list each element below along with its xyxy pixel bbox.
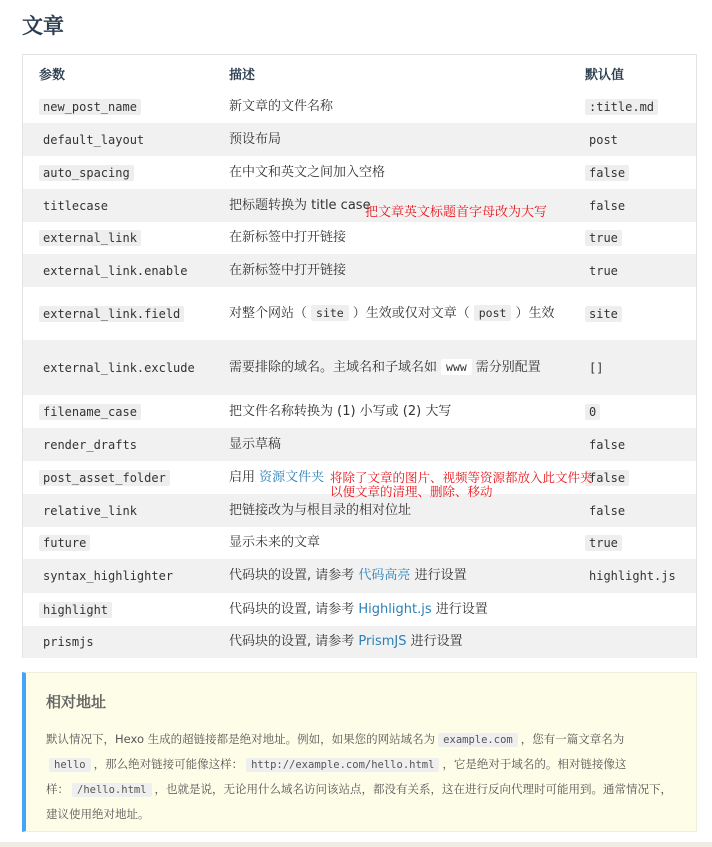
param-name: external_link.enable bbox=[43, 263, 188, 278]
table-row bbox=[23, 254, 696, 287]
page-title: 文章 bbox=[22, 14, 64, 38]
param-desc: 把文件名称转换为 (1) 小写或 (2) 大写 bbox=[229, 403, 452, 419]
table-row bbox=[23, 593, 696, 626]
param-default: true bbox=[585, 230, 622, 246]
table-row bbox=[23, 222, 696, 254]
inline-code: /hello.html bbox=[72, 783, 152, 797]
param-default bbox=[585, 641, 593, 643]
inline-code: post bbox=[474, 305, 512, 321]
param-default: 0 bbox=[585, 404, 600, 420]
param-desc: 代码块的设置, 请参考 Highlight.js 进行设置 bbox=[229, 601, 488, 617]
param-name: highlight bbox=[39, 602, 112, 618]
param-desc: 需要排除的域名。主域名和子域名如 www 需分别配置 bbox=[229, 360, 541, 375]
param-default: :title.md bbox=[585, 99, 658, 115]
param-default: true bbox=[585, 535, 622, 551]
param-name: titlecase bbox=[43, 198, 109, 213]
param-name: prismjs bbox=[43, 635, 94, 649]
highlightjs-link[interactable]: Highlight.js bbox=[358, 601, 432, 617]
inline-code: http://example.com/hello.html bbox=[246, 758, 439, 772]
param-default bbox=[585, 609, 593, 611]
table-header bbox=[23, 55, 696, 91]
table-row bbox=[23, 340, 696, 395]
param-name: external_link.exclude bbox=[43, 360, 195, 375]
table-row bbox=[23, 91, 696, 123]
param-name: external_link bbox=[39, 230, 141, 246]
param-desc: 启用 资源文件夹 bbox=[229, 469, 325, 485]
param-desc: 在新标签中打开链接 bbox=[229, 230, 347, 245]
titlecase-annotation: 把文章英文标题首字母改为大写 bbox=[365, 205, 548, 220]
param-default: site bbox=[585, 306, 622, 322]
param-desc: 把链接改为与根目录的相对位址 bbox=[229, 502, 412, 518]
param-desc: 把标题转换为 title case bbox=[229, 197, 371, 213]
param-default: [] bbox=[589, 360, 604, 375]
param-name: future bbox=[39, 535, 90, 551]
param-default: false bbox=[589, 198, 626, 213]
param-desc: 代码块的设置, 请参考 代码高亮 进行设置 bbox=[229, 568, 467, 583]
param-desc: 对整个网站（ site ）生效或仅对文章（ post ）生效 bbox=[229, 306, 555, 321]
param-name: default_layout bbox=[43, 132, 145, 147]
param-name: external_link.field bbox=[39, 306, 184, 322]
table-row bbox=[23, 527, 696, 559]
table-row bbox=[23, 189, 696, 222]
asset-folder-annotation-line1: 将除了文章的图片、视频等资源都放入此文件夹 bbox=[330, 470, 593, 485]
relative-link-tip bbox=[22, 672, 697, 832]
tip-title: 相对地址 bbox=[46, 693, 107, 711]
param-name: post_asset_folder bbox=[39, 470, 170, 486]
param-desc: 在中文和英文之间加入空格 bbox=[229, 164, 386, 180]
inline-code: example.com bbox=[438, 733, 518, 747]
param-default: false bbox=[585, 165, 629, 181]
param-desc: 代码块的设置, 请参考 PrismJS 进行设置 bbox=[229, 634, 463, 649]
param-desc: 显示未来的文章 bbox=[229, 535, 321, 550]
bottom-divider bbox=[0, 842, 712, 847]
param-name: new_post_name bbox=[39, 99, 141, 115]
inline-code: hello bbox=[49, 758, 91, 772]
param-default: false bbox=[585, 470, 629, 486]
param-default: true bbox=[589, 263, 618, 278]
table-row bbox=[23, 395, 696, 428]
param-name: syntax_highlighter bbox=[43, 569, 174, 583]
param-default: false bbox=[589, 503, 626, 518]
code-highlight-link[interactable]: 代码高亮 bbox=[358, 568, 411, 583]
param-desc: 新文章的文件名称 bbox=[229, 99, 334, 114]
table-row bbox=[23, 123, 696, 156]
param-desc: 显示草稿 bbox=[229, 436, 282, 452]
config-table bbox=[22, 54, 697, 658]
param-default: post bbox=[589, 132, 618, 147]
param-name: auto_spacing bbox=[39, 165, 134, 181]
asset-folder-annotation-line2: 以便文章的清理、删除、移动 bbox=[330, 484, 493, 499]
table-row bbox=[23, 559, 696, 593]
param-name: relative_link bbox=[43, 503, 137, 518]
param-desc: 在新标签中打开链接 bbox=[229, 262, 347, 278]
param-default: false bbox=[589, 437, 626, 452]
param-default: highlight.js bbox=[589, 569, 676, 583]
table-row bbox=[23, 428, 696, 461]
table-row bbox=[23, 156, 696, 189]
prismjs-link[interactable]: PrismJS bbox=[358, 634, 407, 649]
table-row bbox=[23, 626, 696, 658]
tip-body: 默认情况下，Hexo 生成的超链接都是绝对地址。例如，如果您的网站域名为 example.com ，您有一篇文章名为hello ，那么绝对链接可能像这样： http://example.com/hello.html ，它是绝对于域名的。相对链接像这样： /hello.html ，也就是说，无论用什么域名访问该站点，都没有关系，这在进行反向代理时可能用到。通常情况下，建议使用绝对地址。 bbox=[46, 732, 673, 821]
header-default: 默认值 bbox=[585, 68, 625, 83]
inline-code: www bbox=[441, 359, 472, 375]
param-name: render_drafts bbox=[43, 437, 137, 452]
header-desc: 描述 bbox=[229, 68, 256, 83]
param-desc: 预设布局 bbox=[229, 131, 282, 147]
inline-code: site bbox=[311, 305, 349, 321]
header-param: 参数 bbox=[39, 68, 66, 83]
table-row bbox=[23, 287, 696, 340]
asset-folder-link[interactable]: 资源文件夹 bbox=[259, 469, 325, 485]
param-name: filename_case bbox=[39, 404, 141, 420]
